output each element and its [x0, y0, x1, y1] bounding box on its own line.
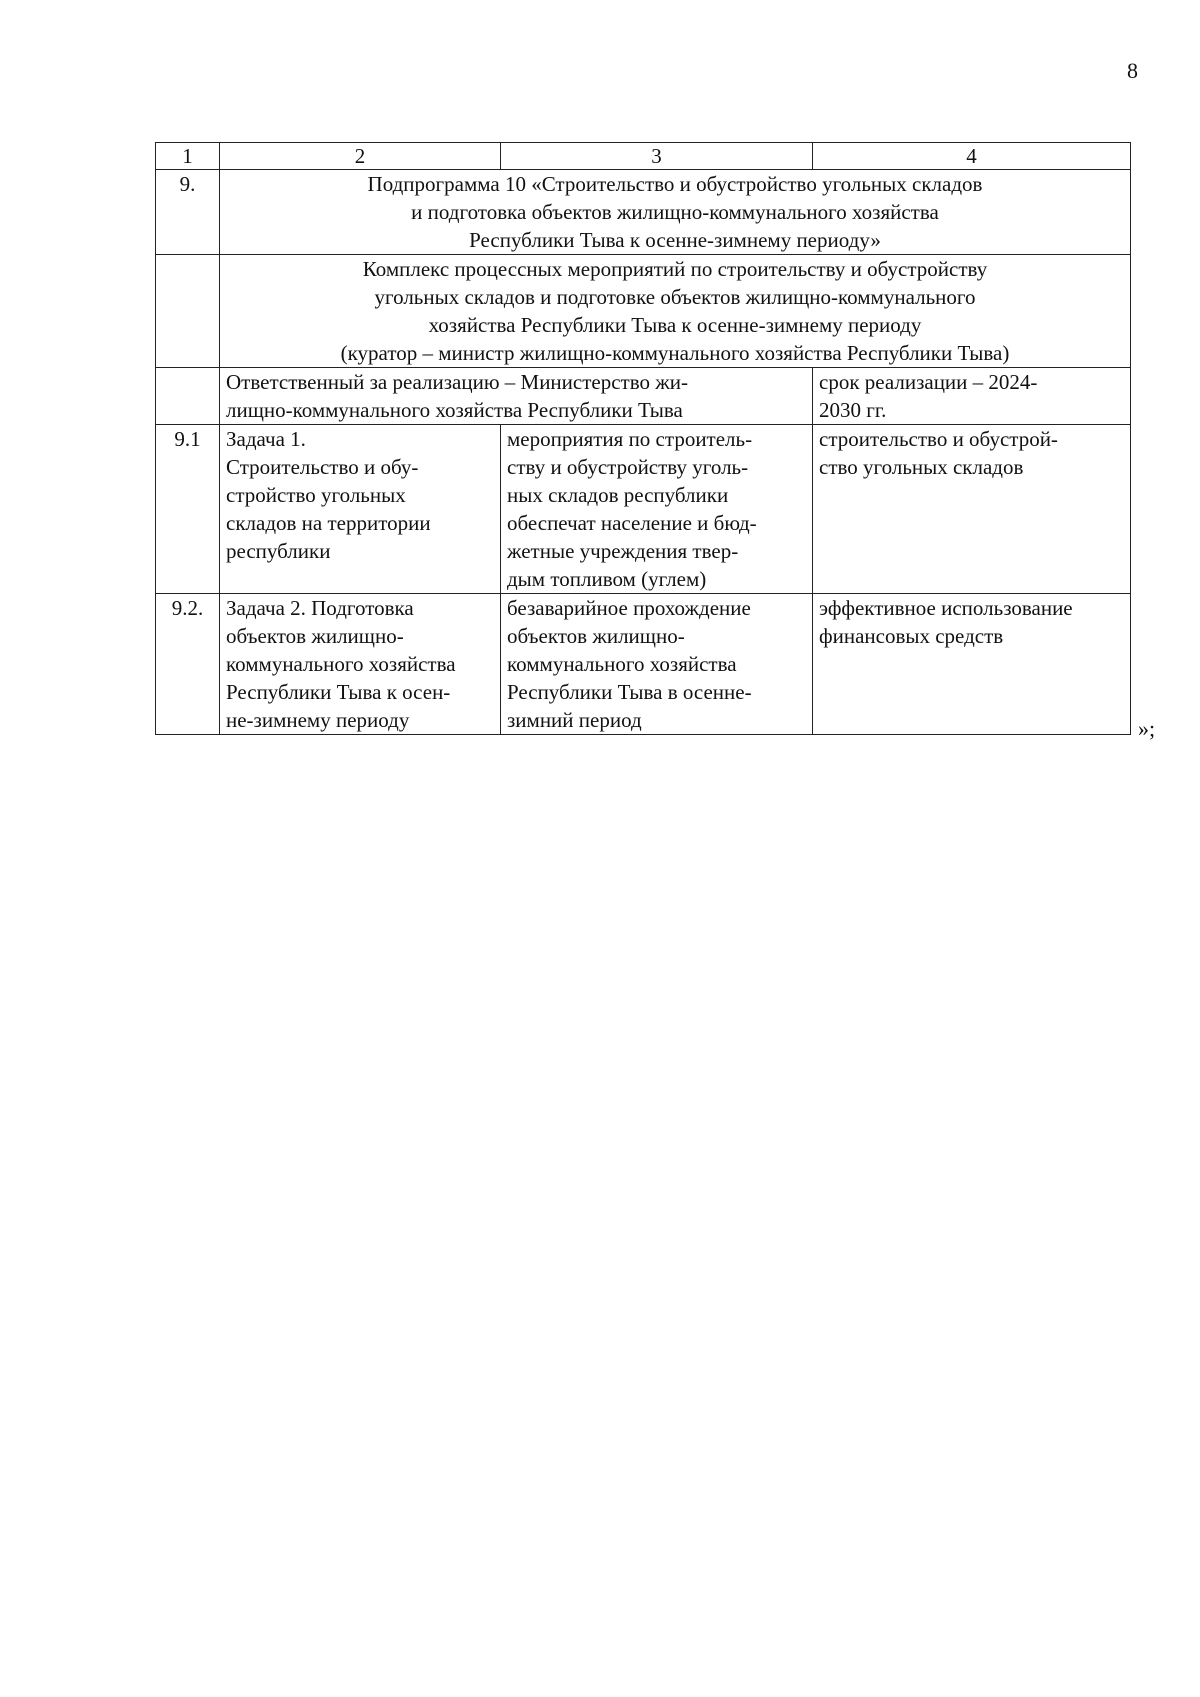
- complex-line: угольных складов и подготовке объектов жилищно-коммунального: [374, 285, 976, 309]
- complex-line: Комплекс процессных мероприятий по строительству и обустройству: [362, 257, 988, 281]
- effect-cell: [501, 594, 813, 735]
- indicator-line: ство угольных складов: [819, 455, 1024, 479]
- effect-line: ных складов республики: [507, 483, 729, 507]
- task-line: Республики Тыва к осен-: [226, 680, 451, 704]
- term-line: 2030 гг.: [819, 398, 887, 422]
- responsible-cell: [220, 368, 813, 425]
- effect-line: обеспечат население и бюд-: [507, 511, 757, 535]
- task-cell: [220, 425, 501, 594]
- row-number: 9.1: [156, 425, 220, 594]
- effect-line: коммунального хозяйства: [507, 652, 737, 676]
- task-cell: [220, 594, 501, 735]
- header-cell-3: 3: [501, 143, 813, 170]
- effect-line: дым топливом (углем): [507, 567, 707, 591]
- closing-quote-mark: »;: [1138, 716, 1156, 741]
- table-row: [156, 594, 1131, 735]
- indicator-line: строительство и обустрой-: [819, 427, 1058, 451]
- indicator-cell: [813, 425, 1131, 594]
- task-line: Строительство и обу-: [226, 455, 419, 479]
- subprogram-row: [156, 170, 1131, 255]
- empty-number-cell: [156, 368, 220, 425]
- indicator-line: эффективное использование: [819, 596, 1073, 620]
- subprogram-line: Подпрограмма 10 «Строительство и обустройство угольных складов: [367, 172, 983, 196]
- effect-line: жетные учреждения твер-: [507, 539, 739, 563]
- program-table: [155, 142, 1131, 735]
- header-row: [156, 143, 1131, 170]
- effect-line: мероприятия по строитель-: [507, 427, 753, 451]
- complex-line: (куратор – министр жилищно-коммунального хозяйства Республики Тыва): [340, 341, 1010, 365]
- header-cell-1: 1: [156, 143, 220, 170]
- task-line: складов на территории: [226, 511, 431, 535]
- effect-line: Республики Тыва в осенне-: [507, 680, 752, 704]
- subprogram-line: Республики Тыва к осенне-зимнему периоду»: [469, 228, 881, 252]
- complex-row: [156, 255, 1131, 368]
- header-cell-4: 4: [813, 143, 1131, 170]
- subprogram-title: [220, 170, 1131, 255]
- section-number: 9.: [156, 170, 220, 255]
- complex-line: хозяйства Республики Тыва к осенне-зимнему периоду: [428, 313, 922, 337]
- complex-title: [220, 255, 1131, 368]
- table-row: [156, 425, 1131, 594]
- effect-line: безаварийное прохождение: [507, 596, 751, 620]
- subprogram-line: и подготовка объектов жилищно-коммунального хозяйства: [411, 200, 939, 224]
- indicator-line: финансовых средств: [819, 624, 1004, 648]
- responsible-row: [156, 368, 1131, 425]
- effect-line: ству и обустройству уголь-: [507, 455, 749, 479]
- page-number: 8: [1127, 58, 1138, 83]
- task-line: республики: [226, 539, 331, 563]
- effect-line: зимний период: [507, 708, 642, 732]
- task-line: объектов жилищно-: [226, 624, 404, 648]
- responsible-line: Ответственный за реализацию – Министерство жи-: [226, 370, 688, 394]
- term-cell: [813, 368, 1131, 425]
- row-number: 9.2.: [156, 594, 220, 735]
- task-line: Задача 1.: [226, 427, 306, 451]
- task-line: не-зимнему периоду: [226, 708, 410, 732]
- task-line: Задача 2. Подготовка: [226, 596, 414, 620]
- indicator-cell: [813, 594, 1131, 735]
- header-cell-2: 2: [220, 143, 501, 170]
- task-line: коммунального хозяйства: [226, 652, 456, 676]
- term-line: срок реализации – 2024-: [819, 370, 1038, 394]
- responsible-line: лищно-коммунального хозяйства Республики Тыва: [226, 398, 683, 422]
- effect-cell: [501, 425, 813, 594]
- effect-line: объектов жилищно-: [507, 624, 685, 648]
- empty-number-cell: [156, 255, 220, 368]
- task-line: стройство угольных: [226, 483, 406, 507]
